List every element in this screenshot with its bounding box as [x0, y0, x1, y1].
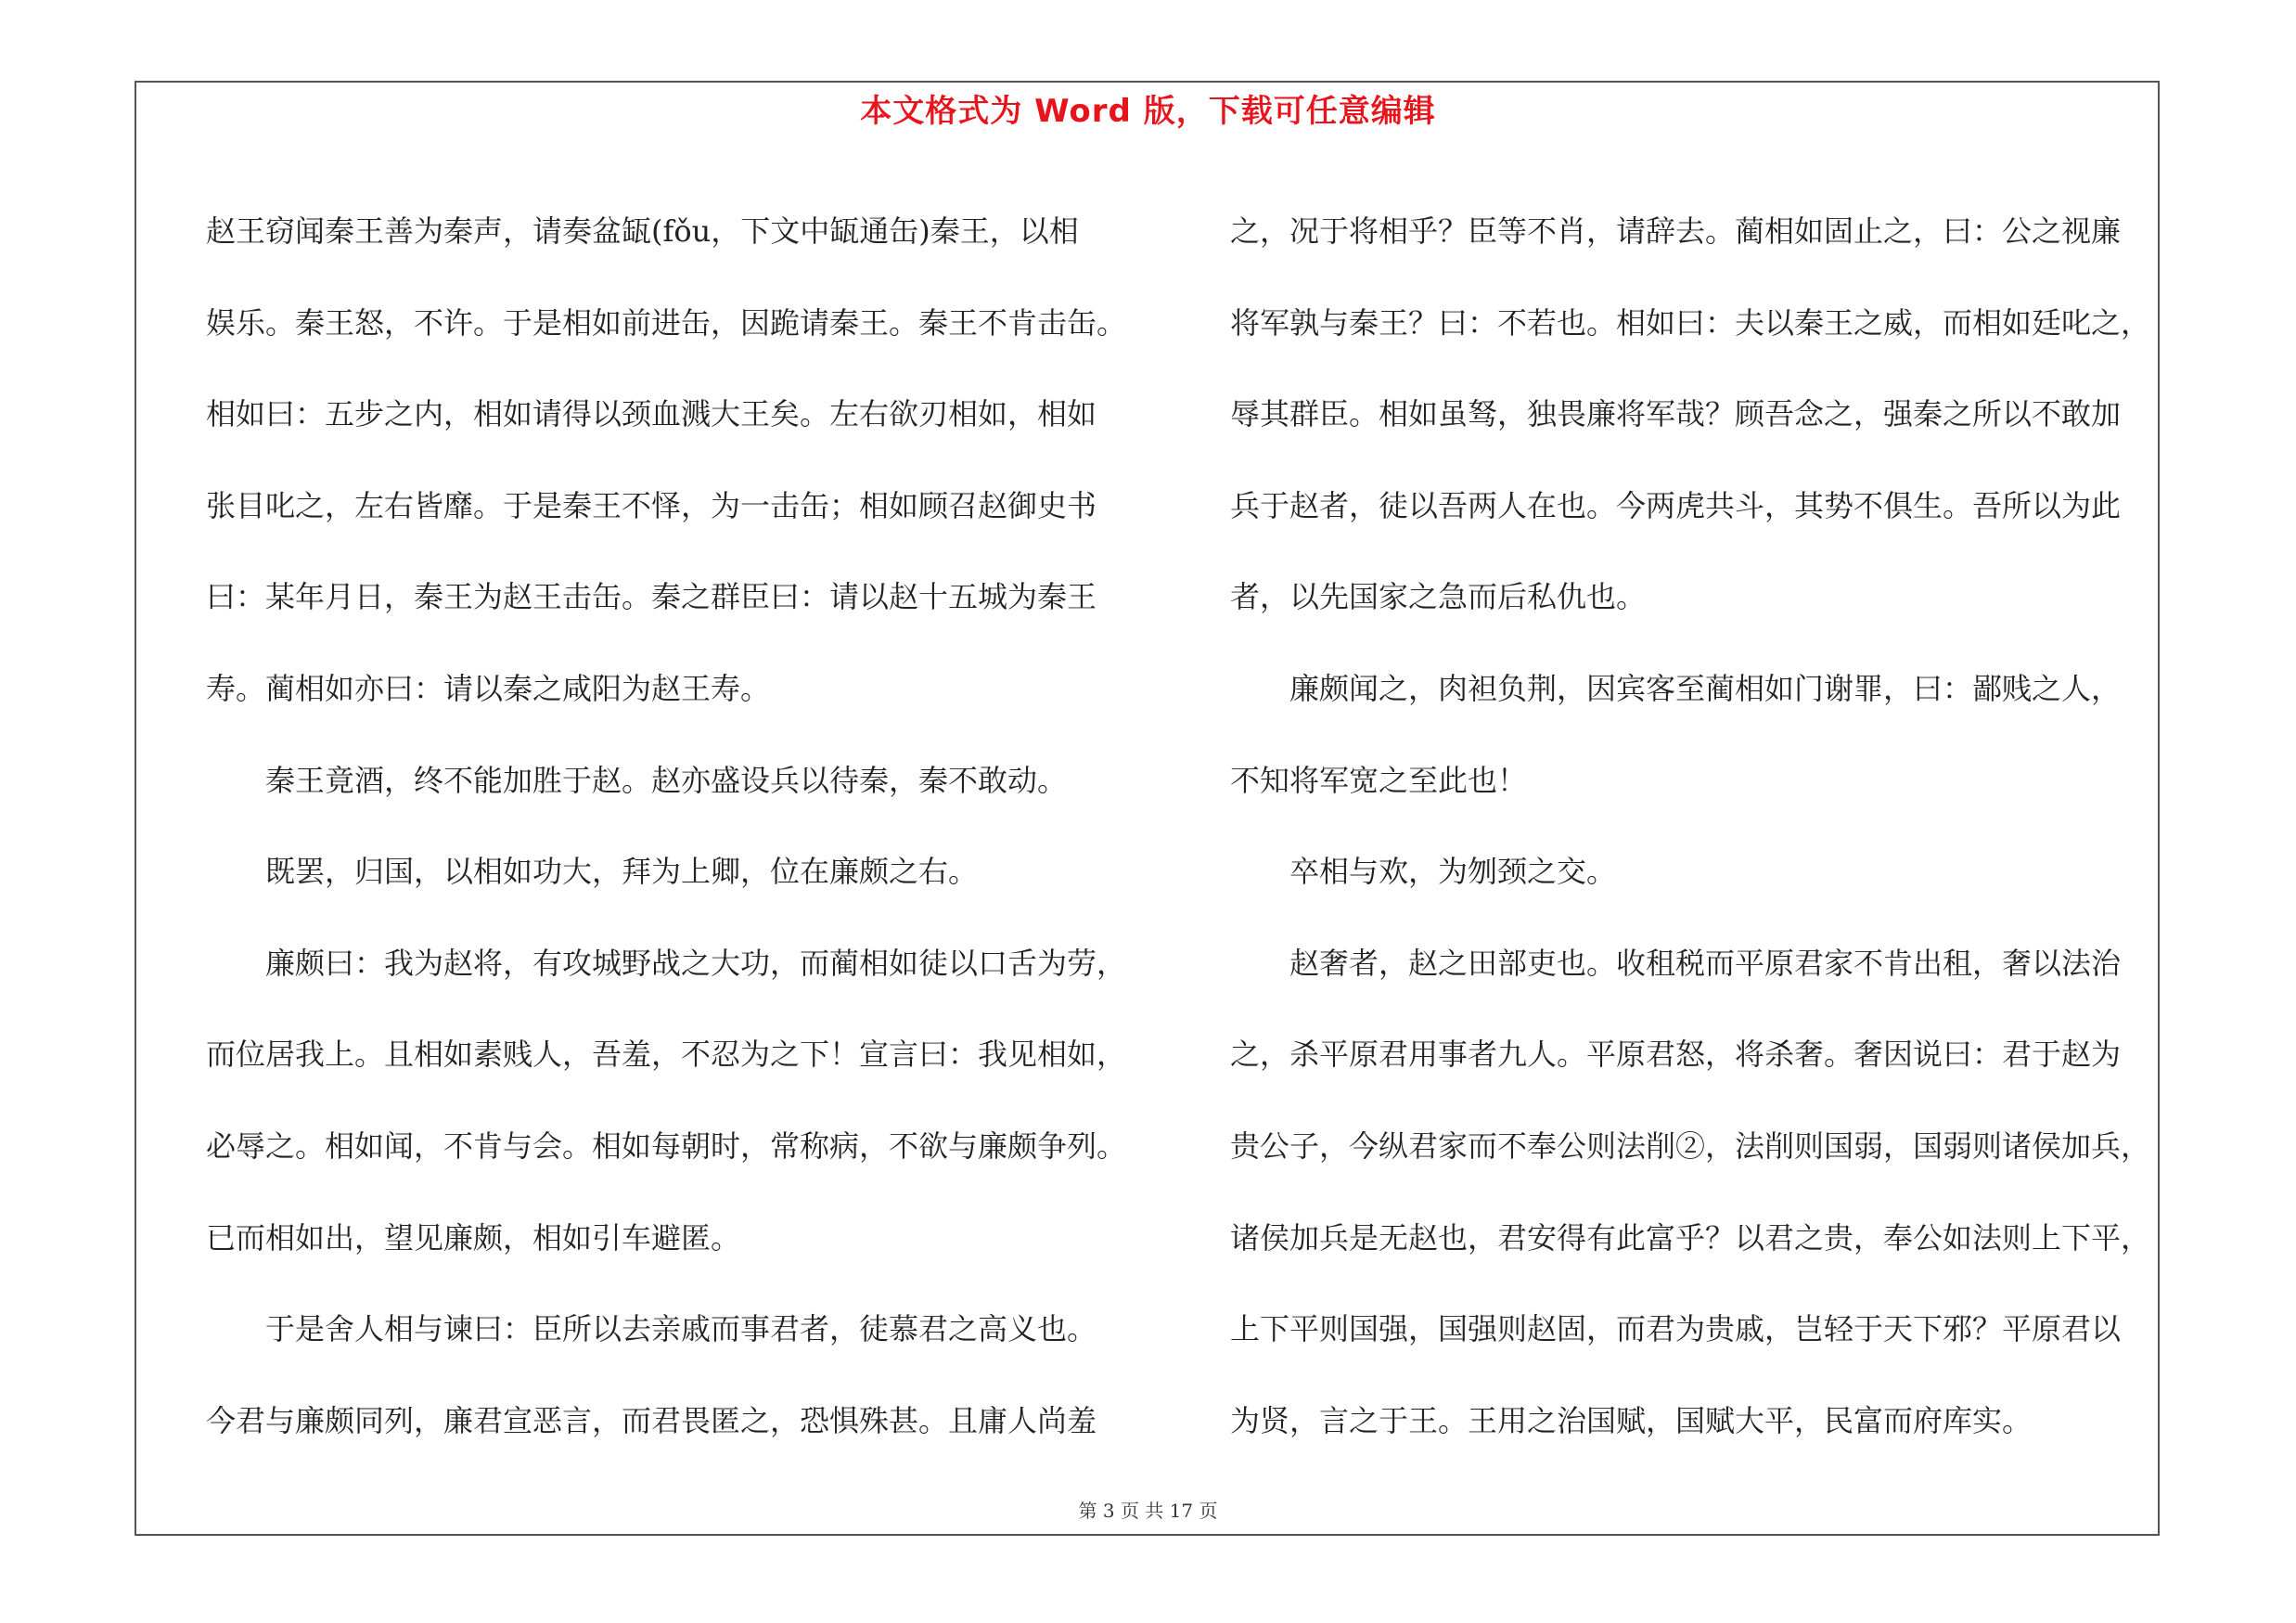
text-line: 贵公子，今纵君家而不奉公则法削②，法削则国弱，国弱则诸侯加兵，: [1230, 1127, 2151, 1164]
text-line: 已而相如出，望见廉颇，相如引车避匿。: [206, 1219, 741, 1256]
text-line: 诸侯加兵是无赵也，君安得有此富乎？以君之贵，奉公如法则上下平，: [1230, 1219, 2151, 1256]
text-line: 廉颇闻之，肉袒负荆，因宾客至蔺相如门谢罪，曰：鄙贱之人，: [1230, 670, 2122, 706]
text-line: 不知将军宽之至此也！: [1230, 762, 1528, 798]
text-line: 赵奢者，赵之田部吏也。收租税而平原君家不肯出租，奢以法治: [1230, 945, 2122, 981]
text-line: 兵于赵者，徒以吾两人在也。今两虎共斗，其势不俱生。吾所以为此: [1230, 487, 2122, 523]
text-line: 寿。蔺相如亦曰：请以秦之咸阳为赵王寿。: [206, 670, 771, 706]
text-line: 于是舍人相与谏曰：臣所以去亲戚而事君者，徒慕君之高义也。: [206, 1311, 1097, 1347]
page-number-footer: 第 3 页 共 17 页: [1078, 1500, 1218, 1522]
word-format-banner: 本文格式为 Word 版，下载可任意编辑: [860, 93, 1436, 130]
text-line: 曰：某年月日，秦王为赵王击缶。秦之群臣曰：请以赵十五城为秦王: [206, 579, 1097, 615]
text-line: 辱其群臣。相如虽驽，独畏廉将军哉？顾吾念之，强秦之所以不敢加: [1230, 396, 2122, 432]
text-line: 既罢，归国，以相如功大，拜为上卿，位在廉颇之右。: [206, 854, 979, 890]
left-text-column: [206, 186, 1152, 1466]
text-line: 秦王竟酒，终不能加胜于赵。赵亦盛设兵以待秦，秦不敢动。: [206, 762, 1068, 798]
text-line: 娱乐。秦王怒，不许。于是相如前进缶，因跪请秦王。秦王不肯击缶。: [206, 304, 1127, 341]
text-line: 廉颇曰：我为赵将，有攻城野战之大功，而蔺相如徒以口舌为劳，: [206, 945, 1127, 981]
text-line: 为贤，言之于王。王用之治国赋，国赋大平，民富而府库实。: [1230, 1402, 2033, 1438]
text-line: 将军孰与秦王？曰：不若也。相如曰：夫以秦王之威，而相如廷叱之，: [1230, 304, 2151, 341]
text-line: 赵王窃闻秦王善为秦声，请奏盆缻(fǒu，下文中缻通缶)秦王，以相: [206, 213, 1079, 249]
text-line: 上下平则国强，国强则赵固，而君为贵戚，岂轻于天下邪？平原君以: [1230, 1311, 2122, 1347]
text-line: 相如曰：五步之内，相如请得以颈血溅大王矣。左右欲刃相如，相如: [206, 396, 1097, 432]
text-line: 之，杀平原君用事者九人。平原君怒，将杀奢。奢因说曰：君于赵为: [1230, 1037, 2122, 1073]
right-text-column: [1230, 186, 2195, 1466]
text-line: 者，以先国家之急而后私仇也。: [1230, 579, 1647, 615]
text-line: 今君与廉颇同列，廉君宣恶言，而君畏匿之，恐惧殊甚。且庸人尚羞: [206, 1402, 1097, 1438]
text-line: 卒相与欢，为刎颈之交。: [1230, 854, 1617, 890]
text-line: 之，况于将相乎？臣等不肖，请辞去。蔺相如固止之，曰：公之视廉: [1230, 213, 2122, 249]
text-line: 而位居我上。且相如素贱人，吾羞，不忍为之下！宣言曰：我见相如，: [206, 1037, 1127, 1073]
text-line: 必辱之。相如闻，不肯与会。相如每朝时，常称病，不欲与廉颇争列。: [206, 1127, 1127, 1164]
text-line: 张目叱之，左右皆靡。于是秦王不怿，为一击缶；相如顾召赵御史书: [206, 487, 1097, 523]
